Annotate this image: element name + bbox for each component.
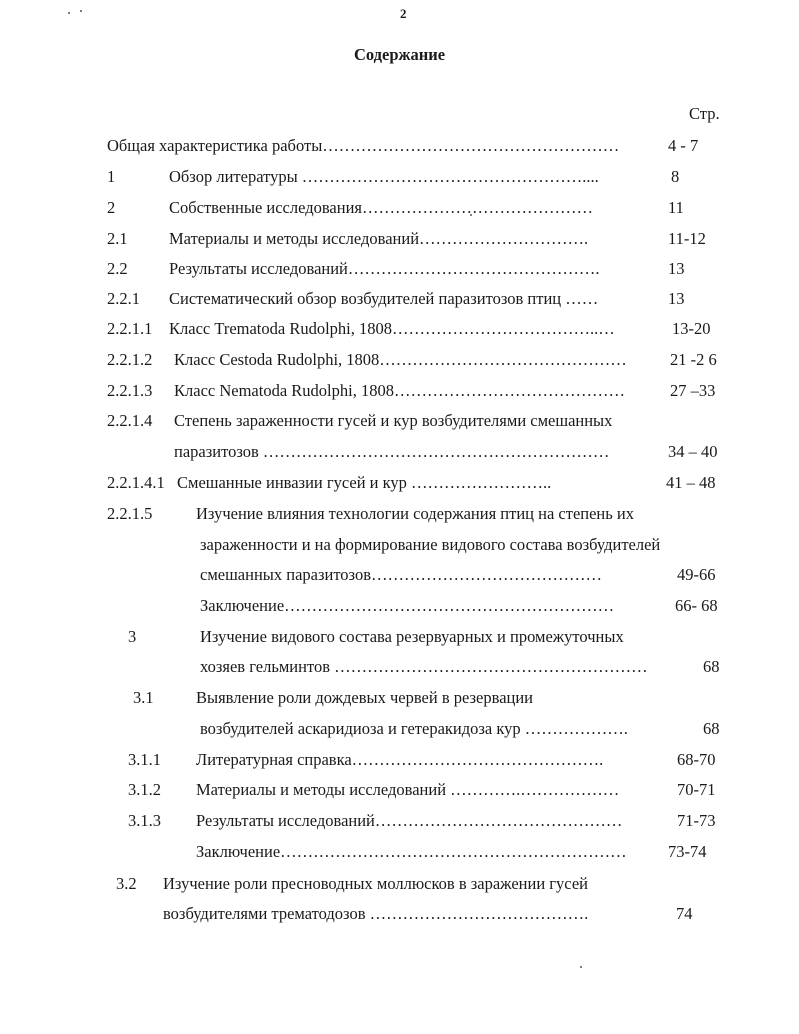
toc-entry-text-continuation: смешанных паразитозов…………………………………… bbox=[200, 565, 603, 584]
toc-entry-text: Общая характеристика работы……………………………………………… bbox=[107, 136, 620, 155]
toc-entry-text: Выявление роли дождевых червей в резервации bbox=[196, 688, 534, 707]
toc-entry-page: 41 – 48 bbox=[666, 473, 716, 492]
toc-entry-number: 2.2.1.2 bbox=[107, 350, 153, 369]
toc-entry-text: Результаты исследований……………………………………… bbox=[196, 811, 623, 830]
toc-entry-number: 3 bbox=[128, 627, 137, 646]
toc-entry-page: 68 bbox=[703, 719, 720, 738]
toc-entry-page: 70-71 bbox=[677, 780, 716, 799]
page-title: Содержание bbox=[353, 45, 446, 64]
toc-entry-number: 2.2 bbox=[107, 259, 128, 278]
scan-speck bbox=[68, 12, 70, 14]
toc-entry-text: Материалы и методы исследований…………………………. bbox=[169, 229, 589, 248]
toc-entry-text: Класс Cestoda Rudolphi, 1808……………………………………… bbox=[174, 350, 627, 369]
toc-entry-number: 2.2.1.4 bbox=[107, 411, 153, 430]
toc-entry-number: 2.2.1.4.1 bbox=[107, 473, 165, 492]
toc-entry-text: Заключение…………………………………………………… bbox=[200, 596, 615, 615]
toc-entry-page: 68 bbox=[703, 657, 720, 676]
toc-entry-page: 13 bbox=[668, 259, 685, 278]
toc-entry-page: 66- 68 bbox=[675, 596, 718, 615]
scan-speck bbox=[80, 10, 82, 12]
toc-entry-text-continuation: паразитозов ……………………………………………………… bbox=[174, 442, 610, 461]
toc-entry-text-continuation: возбудителей аскаридиоза и гетеракидоза кур ………………. bbox=[200, 719, 628, 738]
page-number: 2 bbox=[400, 6, 407, 21]
toc-entry-number: 3.1.3 bbox=[128, 811, 161, 830]
toc-entry-text: Результаты исследований………………………………………. bbox=[169, 259, 600, 278]
toc-entry-number: 2.2.1.3 bbox=[107, 381, 153, 400]
toc-entry-text: Смешанные инвазии гусей и кур …………………….. bbox=[177, 473, 552, 492]
toc-entry-text: Степень зараженности гусей и кур возбудителями смешанных bbox=[174, 411, 613, 430]
toc-entry-page: 49-66 bbox=[677, 565, 716, 584]
toc-entry-page: 74 bbox=[676, 904, 693, 923]
toc-entry-text: Обзор литературы …………………………………………….... bbox=[169, 167, 599, 186]
toc-entry-text-continuation: зараженности и на формирование видового состава возбудителей bbox=[200, 535, 661, 554]
toc-entry-number: 3.1 bbox=[133, 688, 154, 707]
toc-entry-number: 2.1 bbox=[107, 229, 128, 248]
toc-entry-number: 2 bbox=[107, 198, 116, 217]
toc-entry-text: Класс Trematoda Rudolphi, 1808………………………………..… bbox=[169, 319, 615, 338]
toc-entry-text: Изучение роли пресноводных моллюсков в заражении гусей bbox=[163, 874, 588, 893]
toc-entry-number: 3.1.2 bbox=[128, 780, 161, 799]
toc-entry-text: Систематический обзор возбудителей паразитозов птиц …… bbox=[169, 289, 599, 308]
toc-entry-text: Материалы и методы исследований ………….……………… bbox=[196, 780, 620, 799]
toc-entry-page: 73-74 bbox=[668, 842, 707, 861]
toc-entry-page: 11-12 bbox=[668, 229, 706, 248]
toc-entry-text-continuation: хозяев гельминтов ………………………………………………… bbox=[200, 657, 648, 676]
toc-entry-text: Изучение видового состава резервуарных и промежуточных bbox=[200, 627, 624, 646]
toc-entry-text-continuation: возбудителями трематодозов …………………………………. bbox=[163, 904, 589, 923]
toc-entry-text: Заключение……………………………………………………… bbox=[196, 842, 627, 861]
toc-entry-number: 2.2.1.5 bbox=[107, 504, 153, 523]
toc-entry-page: 71-73 bbox=[677, 811, 716, 830]
toc-entry-number: 3.2 bbox=[116, 874, 137, 893]
toc-entry-page: 21 -2 6 bbox=[670, 350, 717, 369]
toc-entry-number: 1 bbox=[107, 167, 116, 186]
toc-entry-page: 13-20 bbox=[672, 319, 711, 338]
toc-entry-number: 3.1.1 bbox=[128, 750, 161, 769]
toc-entry-page: 4 - 7 bbox=[668, 136, 699, 155]
toc-entry-text: Класс Nematoda Rudolphi, 1808…………………………………… bbox=[174, 381, 625, 400]
toc-entry-page: 68-70 bbox=[677, 750, 716, 769]
toc-entry-page: 34 – 40 bbox=[668, 442, 718, 461]
toc-entry-page: 8 bbox=[671, 167, 680, 186]
page-column-header: Стр. bbox=[689, 104, 720, 123]
toc-entry-page: 27 –33 bbox=[670, 381, 716, 400]
toc-entry-page: 13 bbox=[668, 289, 685, 308]
toc-entry-text: Собственные исследования…………………………………… bbox=[169, 198, 594, 217]
toc-entry-text: Изучение влияния технологии содержания птиц на степень их bbox=[196, 504, 634, 523]
toc-entry-page: 11 bbox=[668, 198, 684, 217]
scan-speck bbox=[580, 966, 582, 968]
toc-entry-text: Литературная справка………………………………………. bbox=[196, 750, 604, 769]
toc-entry-number: 2.2.1.1 bbox=[107, 319, 153, 338]
toc-entry-number: 2.2.1 bbox=[107, 289, 140, 308]
